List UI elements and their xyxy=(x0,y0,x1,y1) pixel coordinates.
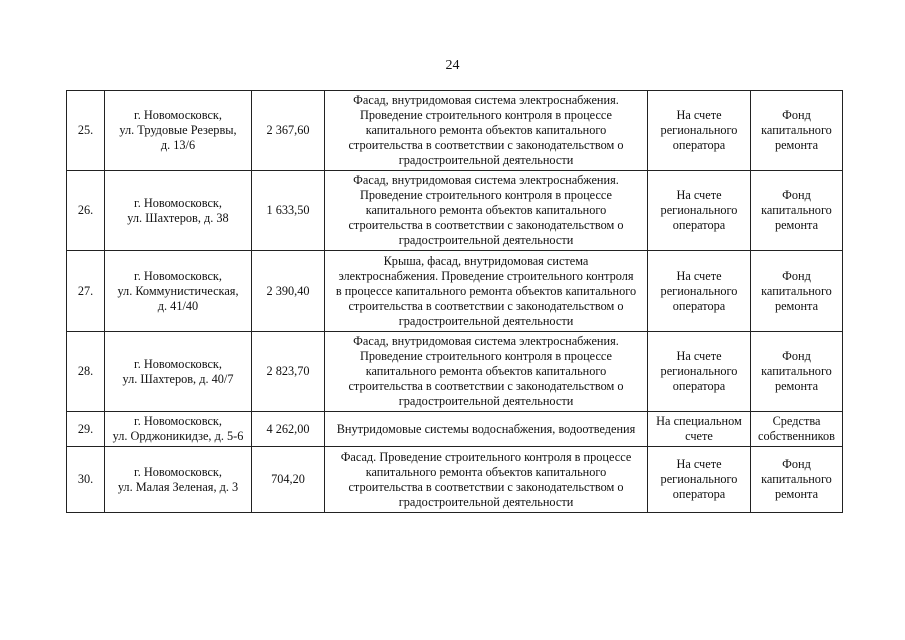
works-cell: Внутридомовые системы водоснабжения, водоотведения xyxy=(325,412,648,447)
row-number: 30. xyxy=(67,447,105,513)
row-number: 25. xyxy=(67,91,105,171)
account-cell: На счете регионального оператора xyxy=(648,91,751,171)
address-cell: г. Новомосковск, ул. Орджоникидзе, д. 5-6 xyxy=(105,412,252,447)
page-number: 24 xyxy=(445,58,460,73)
row-number: 28. xyxy=(67,332,105,412)
row-number: 29. xyxy=(67,412,105,447)
fund-cell: Фонд капитального ремонта xyxy=(751,332,843,412)
table-row xyxy=(67,251,843,332)
account-cell: На счете регионального оператора xyxy=(648,332,751,412)
account-cell: На специальном счете xyxy=(648,412,751,447)
area-cell: 2 390,40 xyxy=(252,251,325,332)
works-cell: Фасад, внутридомовая система электроснабжения. Проведение строительного контроля в процессе капитального ремонта объектов капитального строительства в соответствии с законодательством о градостроительной деятельности xyxy=(325,91,648,171)
fund-cell: Фонд капитального ремонта xyxy=(751,447,843,513)
works-cell: Фасад, внутридомовая система электроснабжения. Проведение строительного контроля в процессе капитального ремонта объектов капитального строительства в соответствии с законодательством о градостроительной деятельности xyxy=(325,332,648,412)
account-cell: На счете регионального оператора xyxy=(648,171,751,251)
table-row xyxy=(67,332,843,412)
area-cell: 1 633,50 xyxy=(252,171,325,251)
table-row xyxy=(67,412,843,447)
account-cell: На счете регионального оператора xyxy=(648,447,751,513)
fund-cell: Средства собственников xyxy=(751,412,843,447)
works-cell: Фасад. Проведение строительного контроля в процессе капитального ремонта объектов капитального строительства в соответствии с законодательством о градостроительной деятельности xyxy=(325,447,648,513)
address-cell: г. Новомосковск, ул. Трудовые Резервы, д. 13/6 xyxy=(105,91,252,171)
area-cell: 2 823,70 xyxy=(252,332,325,412)
area-cell: 704,20 xyxy=(252,447,325,513)
table-row xyxy=(67,91,843,171)
table-row xyxy=(67,447,843,513)
works-cell: Фасад, внутридомовая система электроснабжения. Проведение строительного контроля в процессе капитального ремонта объектов капитального строительства в соответствии с законодательством о градостроительной деятельности xyxy=(325,171,648,251)
repair-works-table xyxy=(66,90,843,513)
fund-cell: Фонд капитального ремонта xyxy=(751,91,843,171)
address-cell: г. Новомосковск, ул. Шахтеров, д. 38 xyxy=(105,171,252,251)
row-number: 26. xyxy=(67,171,105,251)
area-cell: 4 262,00 xyxy=(252,412,325,447)
row-number: 27. xyxy=(67,251,105,332)
works-cell: Крыша, фасад, внутридомовая система электроснабжения. Проведение строительного контроля в процессе капитального ремонта объектов капитального строительства в соответствии с законодательством о градостроительной деятельности xyxy=(325,251,648,332)
account-cell: На счете регионального оператора xyxy=(648,251,751,332)
area-cell: 2 367,60 xyxy=(252,91,325,171)
table-row xyxy=(67,171,843,251)
address-cell: г. Новомосковск, ул. Коммунистическая, д. 41/40 xyxy=(105,251,252,332)
address-cell: г. Новомосковск, ул. Шахтеров, д. 40/7 xyxy=(105,332,252,412)
fund-cell: Фонд капитального ремонта xyxy=(751,251,843,332)
fund-cell: Фонд капитального ремонта xyxy=(751,171,843,251)
address-cell: г. Новомосковск, ул. Малая Зеленая, д. 3 xyxy=(105,447,252,513)
